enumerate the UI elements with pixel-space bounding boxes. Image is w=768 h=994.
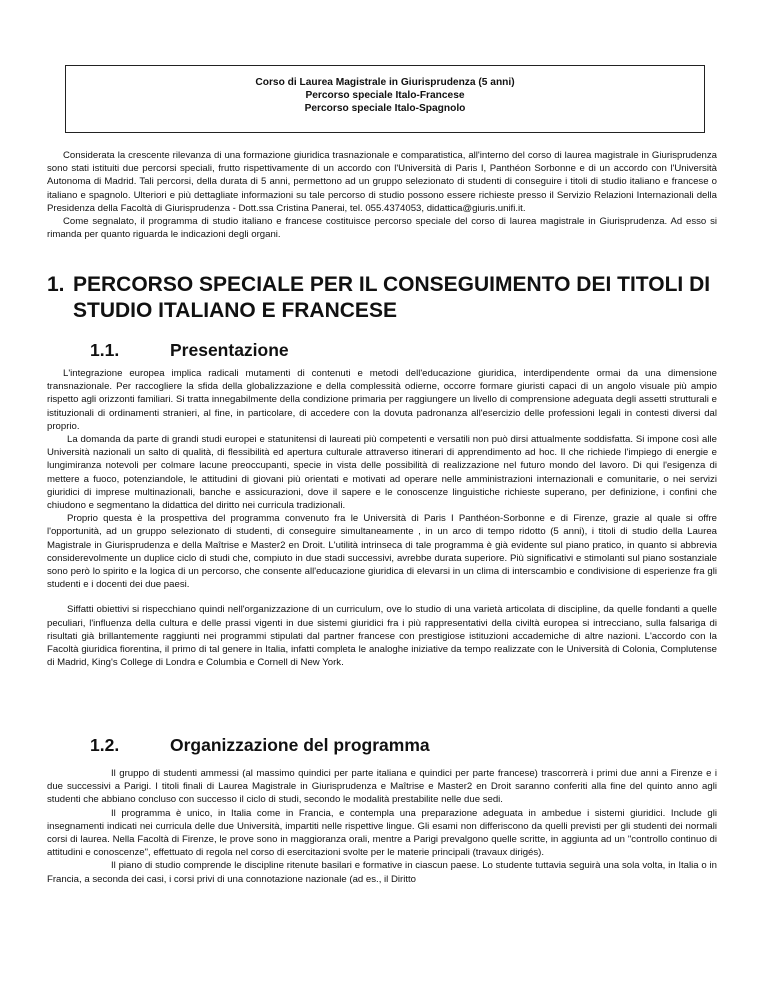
body-paragraph: Il programma è unico, in Italia come in Francia, e contempla una preparazione adeguata in ambedue i sistemi giuridici. Include gli insegnamenti indicati nei curricula delle due Università, impartiti nelle rispettive lingue. Gli esami non differiscono da quelli previsti per gli studenti dei normali corsi di laurea. Nella Facoltà di Firenze, le prove sono in maggioranza orali, mentre a Parigi prevalgono quelle scritte, in aggiunta ad un "controllo continuo di attitudini e conoscenze", effettuato di regola nel corso di esercitazioni svolte per le materie principali (travaux dirigés).	[47, 807, 717, 859]
subsection-1-2-body	[47, 767, 717, 886]
section-title-line-2: STUDIO ITALIANO E FRANCESE	[73, 299, 397, 322]
section-number: 1.	[47, 273, 65, 296]
body-paragraph: Il piano di studio comprende le discipline ritenute basilari e formative in ciascun paese. Lo studente tuttavia seguirà una sola volta, in Italia o in Francia, a seconda dei casi, i corsi privi di una connotazione nazionale (ad es., il Diritto	[47, 860, 717, 885]
subsection-title: Presentazione	[170, 340, 289, 360]
body-paragraph: Il gruppo di studenti ammessi (al massimo quindici per parte italiana e quindici per parte francese) trascorrerà i primi due anni a Firenze e i due successivi a Parigi. I titoli finali di Laurea Magistrale in Giurisprudenza e Maîtrise e Master2 en Droit saranno conferiti alla fine del quinto anno agli studenti che abbiano concluso con successo il ciclo di studi, secondo le modalità prestabilite nelle due sedi.	[47, 768, 717, 806]
body-paragraph: Proprio questa è la prospettiva del programma convenuto fra le Università di Paris I Panthéon-Sorbonne e di Firenze, grazie al quale si offre l'opportunità, ad un gruppo selezionato di studenti, di conseguire simultaneamente , in un arco di tempo ridotto (5 anni), i titoli di studio della Laurea Magistrale in Giurisprudenza e della Maîtrise e Master2 en Droit. L'utilità intrinseca di tale programma è già evidente sul piano pratico, in quanto si abbrevia considerevolmente un duplice ciclo di studi che, compiuto in due stadi successivi, avrebbe durata superiore. Più significativi e stimolanti sul piano sostanziale sono però lo spirito e la logica di un percorso, che consente all'educazione giuridica di elevarsi in un clima di interscambio e condivisione di esperienze fra gli studenti e i docenti dei due paesi.	[47, 513, 717, 591]
course-track-french: Percorso speciale Italo-Francese	[305, 90, 465, 101]
intro-paragraph: Come segnalato, il programma di studio italiano e francese costituisce percorso speciale del corso di laurea magistrale in Giurisprudenza. Ad esso si rimanda per quanto riguarda le indicazioni degli organi.	[47, 216, 717, 241]
subsection-1-2-heading	[90, 734, 430, 756]
course-header-box	[65, 65, 705, 133]
body-paragraph: La domanda da parte di grandi studi europei e statunitensi di laureati più competenti e versatili non può dirsi attualmente soddisfatta. Si impone così alle Università nazionali un salto di qualità, di flessibilità ed apertura culturale attraverso itinerari di apprendimento ad hoc. Il che richiede l'impiego di energie e lungimiranza notevoli per colmare lacune preoccupanti, specie in vista delle possibilità di realizzazione nel futuro mondo del lavoro. Di qui l'esigenza di mettere a fuoco, potenziandole, le attitudini di giovani più orientati e motivati ad operare nelle amministrazioni internazionali e comunitarie, o nei servizi giuridici di imprese multinazionali, banche e assicurazioni, dove il sapere e le conoscenze linguistiche richieste superano, per definizione, i confini che chiudono e segmentano la didattica del diritto nei curricula tradizionali.	[47, 434, 717, 512]
course-track-spanish: Percorso speciale Italo-Spagnolo	[304, 103, 466, 114]
subsection-number: 1.1.	[90, 340, 120, 360]
body-paragraph: L'integrazione europea implica radicali mutamenti di contenuti e metodi dell'educazione giuridica, interdipendente ormai da una dimensione transnazionale. Per raccogliere la sfida della globalizzazione e della complessità odierne, occorre formare giuristi capaci di un angolo visuale più ampio rispetto agli orizzonti familiari. Si tratta innegabilmente della condizione primaria per raggiungere un livello di comprensione adeguata degli assetti strutturali e istituzionali di ordinamenti stranieri, al fine, in particolare, di accedere con la dovuta padronanza all'esercizio delle professioni legali in contesti diversi dal proprio.	[47, 368, 717, 432]
subsection-number: 1.2.	[90, 735, 120, 755]
subsection-title: Organizzazione del programma	[170, 735, 430, 755]
section-title-line-1: PERCORSO SPECIALE PER IL CONSEGUIMENTO DEI TITOLI DI	[73, 273, 711, 296]
course-title: Corso di Laurea Magistrale in Giurisprudenza (5 anni)	[255, 77, 515, 88]
subsection-1-1-heading	[90, 339, 289, 361]
intro-paragraph: Considerata la crescente rilevanza di una formazione giuridica trasnazionale e comparatistica, all'interno del corso di laurea magistrale in Giurisprudenza sono stati istituiti due percorsi speciali, frutto rispettivamente di un accordo con l'Università di Paris I, Panthéon Sorbonne e di un accordo con l'Università Autonoma di Madrid. Tali percorsi, della durata di 5 anni, permettono ad un gruppo selezionato di studenti di conseguire i titoli di studio italiano e francese o italiano e spagnolo. Ulteriori e più dettagliate informazioni su tale percorso di studio possono essere richieste presso il Servizio Relazioni Internazionali della Presidenza della Facoltà di Giurisprudenza - Dott.ssa Cristina Panerai, tel. 055.4374053, didattica@giuris.unifi.it.	[47, 150, 717, 214]
body-paragraph: Siffatti obiettivi si rispecchiano quindi nell'organizzazione di un curriculum, ove lo studio di una varietà articolata di discipline, da quelle fondanti a quelle peculiari, l'influenza della cultura e delle prassi vigenti in due sistemi giuridici fra i più rappresentativi della civiltà europea si intrecciano, sulla falsariga di risultati già brillantemente raggiunti nei programmi stipulati dal partner francese con prestigiose istituzioni accademiche di altre nazioni. L'accordo con la Facoltà giuridica fiorentina, il primo di tal genere in Italia, infatti completa le analoghe iniziative da tempo realizzate con le Università di Colonia, Complutense di Madrid, King's College di Londra e Columbia e Cornell di New York.	[47, 604, 717, 669]
section-1-heading	[47, 272, 727, 324]
subsection-1-1-body	[47, 367, 717, 669]
intro-text	[47, 149, 717, 241]
